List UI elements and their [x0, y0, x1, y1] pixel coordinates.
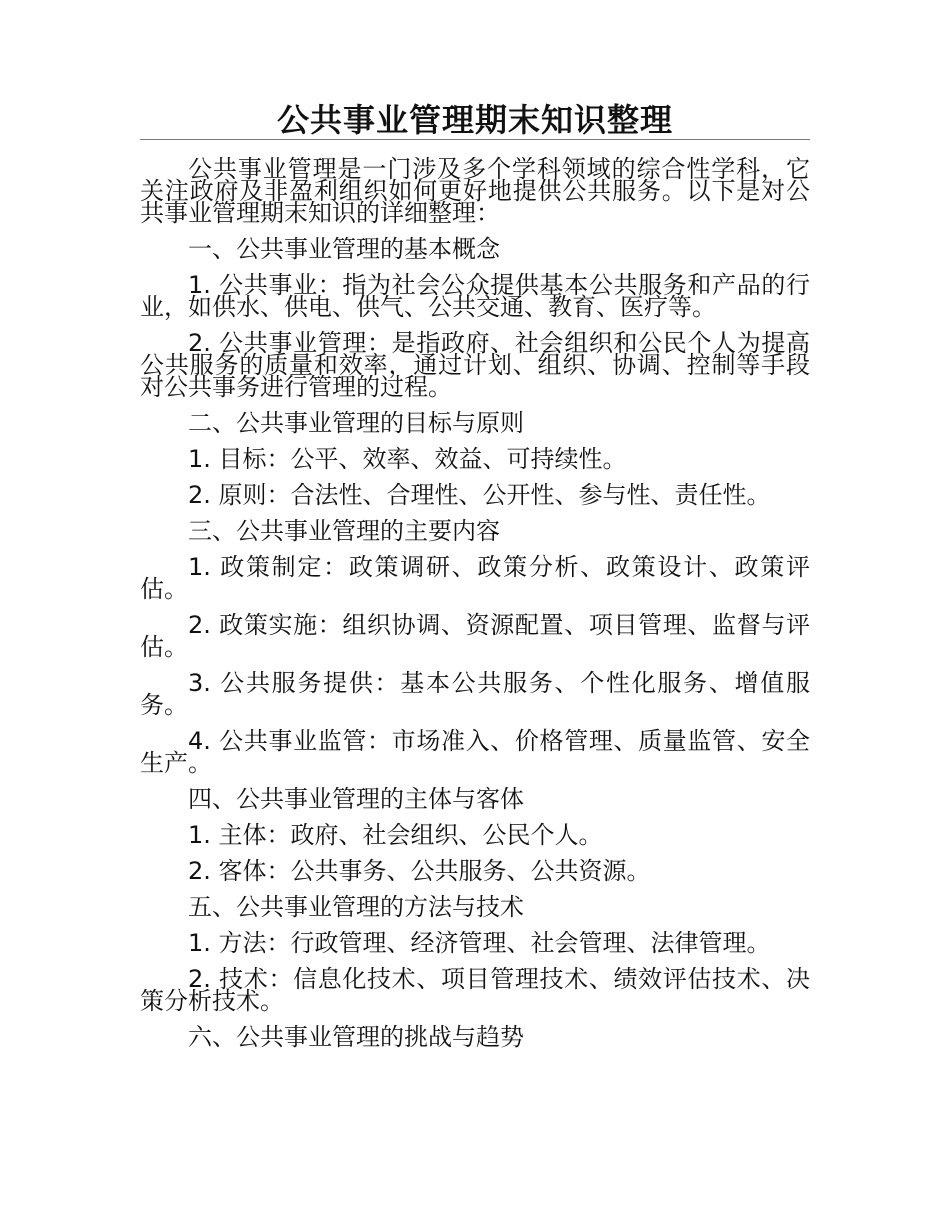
section-heading-5: 五、公共事业管理的方法与技术 — [188, 893, 524, 921]
list-item: 2. 政策实施：组织协调、资源配置、项目管理、监督与评估。 — [140, 611, 810, 661]
section-heading-4: 四、公共事业管理的主体与客体 — [188, 785, 524, 813]
list-item: 1. 政策制定：政策调研、政策分析、政策设计、政策评估。 — [140, 553, 810, 603]
list-item: 2. 原则：合法性、合理性、公开性、参与性、责任性。 — [188, 481, 771, 509]
title-underline — [140, 139, 810, 140]
list-item: 1. 方法：行政管理、经济管理、社会管理、法律管理。 — [188, 929, 771, 957]
intro-paragraph: 公共事业管理是一门涉及多个学科领域的综合性学科，它关注政府及非盈利组织如何更好地提供公共服务。以下是对公共事业管理期末知识的详细整理： — [140, 155, 810, 227]
list-item: 3. 公共服务提供：基本公共服务、个性化服务、增值服务。 — [140, 669, 810, 719]
section-heading-3: 三、公共事业管理的主要内容 — [188, 517, 500, 545]
section-heading-6: 六、公共事业管理的挑战与趋势 — [188, 1023, 524, 1051]
list-item: 2. 公共事业管理：是指政府、社会组织和公民个人为提高公共服务的质量和效率，通过计划、组织、协调、控制等手段对公共事务进行管理的过程。 — [140, 329, 810, 401]
list-item: 4. 公共事业监管：市场准入、价格管理、质量监管、安全生产。 — [140, 727, 810, 777]
list-item: 1. 公共事业：指为社会公众提供基本公共服务和产品的行业，如供水、供电、供气、公共交通、教育、医疗等。 — [140, 271, 810, 321]
list-item: 2. 技术：信息化技术、项目管理技术、绩效评估技术、决策分析技术。 — [140, 965, 810, 1015]
document-body — [140, 155, 810, 1062]
list-item: 1. 目标：公平、效率、效益、可持续性。 — [188, 445, 627, 473]
section-heading-1: 一、公共事业管理的基本概念 — [188, 235, 500, 263]
document-title: 公共事业管理期末知识整理 — [276, 101, 673, 139]
list-item: 2. 客体：公共事务、公共服务、公共资源。 — [188, 857, 651, 885]
list-item: 1. 主体：政府、社会组织、公民个人。 — [188, 821, 603, 849]
section-heading-2: 二、公共事业管理的目标与原则 — [188, 409, 524, 437]
